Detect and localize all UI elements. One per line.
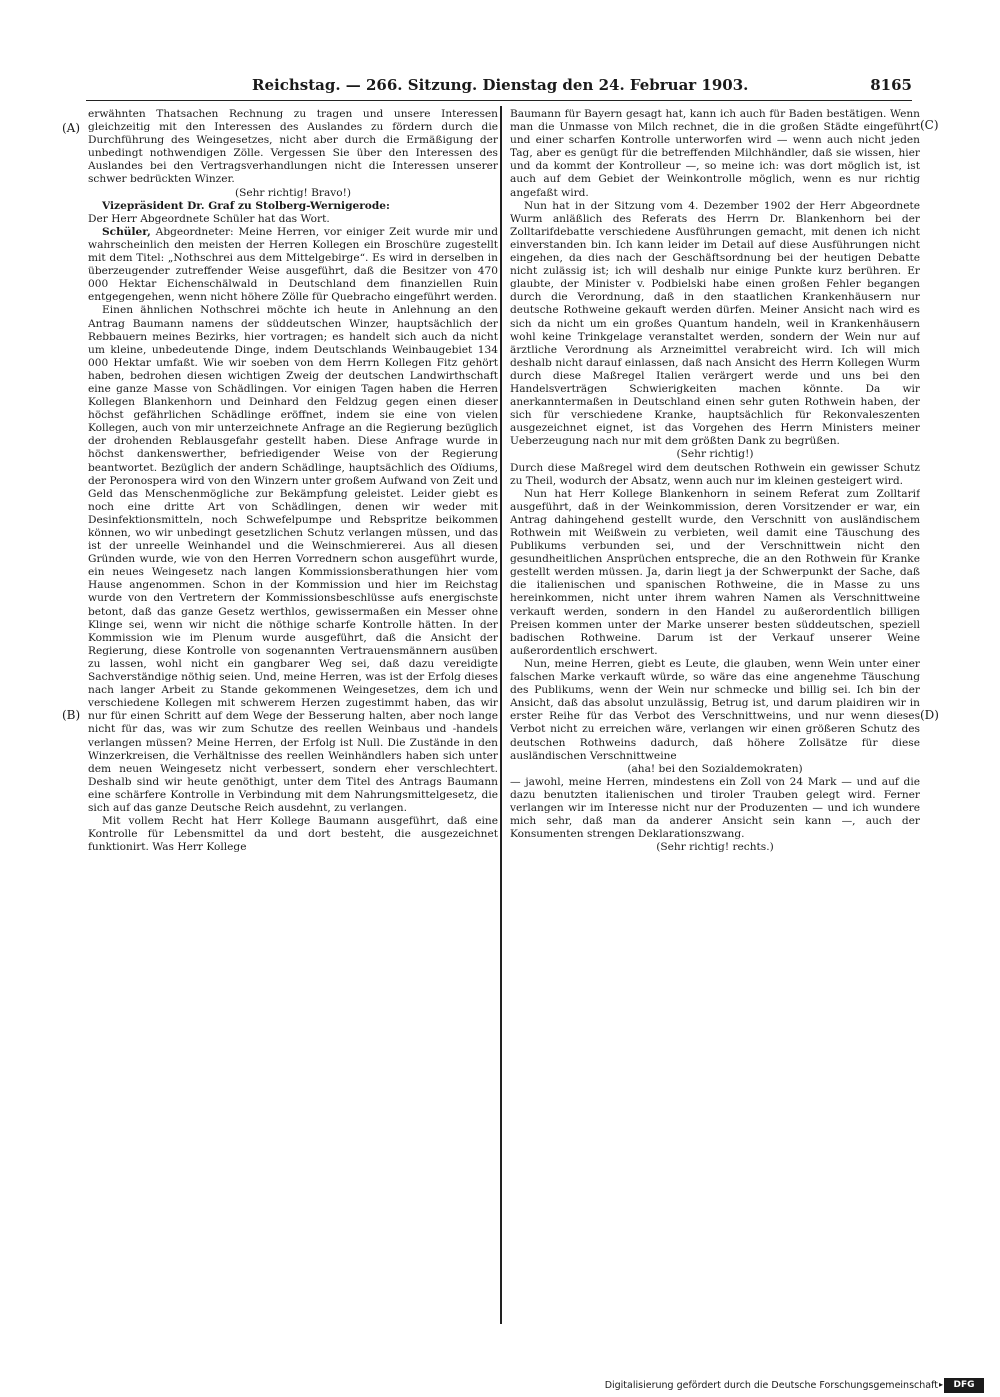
header-title: Reichstag. — 266. Sitzung. Dienstag den 24. Februar 1903.	[252, 76, 749, 94]
chevron-right-icon: ▸	[938, 1380, 943, 1389]
left-column	[88, 108, 498, 1320]
paragraph: Einen ähnlichen Nothschrei möchte ich heute in Anlehnung an den Antrag Baumann namens der süddeutschen Winzer, hauptsächlich der Rebbauern meines Bezirks, hier vortragen; es handelt sich auch da nicht um kleine, unbedeutende Dinge, indem Deutschlands Weinbaugebiet 134 000 Hektar umfaßt. Wie wir soeben von dem Herrn Kollegen Fitz gehört haben, bedrohen diesen wichtigen Zweig der deutschen Landwirthschaft eine ganze Masse von Schädlingen. Vor einigen Tagen haben die Herren Kollegen Blankenhorn und Deinhard den Feldzug gegen einen dieser höchst gefährlichen Schädlinge eröffnet, indem sie eine von vielen Kollegen, auch von mir unterzeichnete Anfrage an die Regierung bezüglich der drohenden Reblausgefahr gestellt haben. Diese Anfrage wurde in höchst dankenswerther, befriedigender Weise von der Regierung beantwortet. Bezüglich der andern Schädlinge, hauptsächlich des Oïdiums, der Peronospera wird von den Winzern unter großem Aufwand von Zeit und Geld das Menschenmögliche zur Bekämpfung geleistet. Leider giebt es noch eine dritte Art von Schädlingen, denen wir weder mit Desinfektionsmitteln, noch Schwefelpumpe und Rebspritze beikommen können, wo wir unbedingt gesetzlichen Schutz verlangen müssen, und das ist der unreelle Weinhandel und die Weinschmiererei. Aus all diesen Gründen wurde, wie von den Herren Vorrednern schon ausgeführt wurde, ein neues Weingesetz nach langen Kommissionsberathungen hier vom Hause angenommen. Schon in der Kommission und hier im Reichstag wurde von den Vertretern der Kommissionsbeschlüsse aufs energischste betont, daß das ganze Gesetz werthlos, gewissermaßen ein Messer ohne Klinge sei, wenn wir nicht die nöthige scharfe Kontrolle hätten. In der Kommission wie im Plenum wurde ausgeführt, daß die Ansicht der Regierung, diese Kontrolle von sogenannten Vertrauensmännern ausüben zu lassen, wohl nicht ein gangbarer Weg sei, daß dazu vereidigte Sachverständige nöthig seien. Und, meine Herren, was ist der Erfolg dieses nach langer Arbeit zu Stande gekommenen Weingesetzes, dem ich und verschiedene Kollegen mit schwerem Herzen zugestimmt haben, das wir nur für einen Schritt auf dem Wege der Besserung halten, aber noch lange nicht für das, was wir zum Schutze des reellen Weinbaus und -handels verlangen müssen? Meine Herren, der Erfolg ist Null. Die Zustände in den Winzerkreisen, die Verhältnisse des reellen Weinhändlers haben sich unter dem neuen Weingesetz nicht verbessert, sondern eher verschlechtert. Deshalb sind wir heute genöthigt, unter dem Titel des Antrags Baumann eine schärfere Kontrolle in Verbindung mit dem Nahrungsmittelgesetz, die sich auf das ganze Deutsche Reich ausdehnt, zu verlangen.	[88, 304, 498, 814]
paragraph: Der Herr Abgeordnete Schüler hat das Wort.	[88, 212, 330, 225]
paragraph: Nun, meine Herren, giebt es Leute, die glauben, wenn Wein unter einer falschen Marke verkauft würde, so wäre das eine angenehme Täuschung des Publikums, wenn der Wein nur schmecke und billig sei. Ich bin der Ansicht, daß das absolut unzulässig, Betrug ist, und darum plaidiren wir in erster Reihe für das Verbot des Verschnittweins, und nur wenn dieses Verbot nicht zu erreichen wäre, verlangen wir einen größeren Schutz des deutschen Rothweins dadurch, daß höhere Zollsätze für diese ausländischen Verschnittweine	[510, 657, 920, 762]
footer	[604, 1380, 990, 1394]
margin-marker-b: (B)	[62, 708, 81, 722]
paragraph: — jawohl, meine Herren, mindestens ein Zoll von 24 Mark — und auf die dazu benutzten italienischen und tiroler Trauben gelegt wird. Ferner verlangen wir im Interesse nicht nur der Produzenten — und ich wundere mich sehr, daß man da anderer Ansicht sein kann —, auch der Konsumenten strengen Deklarationszwang.	[510, 775, 920, 841]
margin-marker-d: (D)	[920, 708, 939, 722]
margin-marker-c: (C)	[920, 118, 939, 132]
interjection: (aha! bei den Sozialdemokraten)	[627, 762, 803, 775]
header-rule	[86, 100, 912, 101]
paragraph: Durch diese Maßregel wird dem deutschen Rothwein ein gewisser Schutz zu Theil, wodurch der Absatz, wenn auch nur im kleinen gesteigert wird.	[510, 461, 920, 487]
dfg-logo: DFG	[944, 1378, 984, 1393]
paragraph	[88, 226, 498, 305]
paragraph: Nun hat Herr Kollege Blankenhorn in seinem Referat zum Zolltarif ausgeführt, daß in der Weinkommission, deren Vorsitzender er war, ein Antrag dahingehend gestellt wurde, den Verschnitt von ausländischem Rothwein mit Weißwein zu verbieten, weil damit eine Täuschung des Publikums verbunden sei, und der Verschnittwein nicht den gesundheitlichen Ansprüchen entspreche, die an den Rothwein für Kranke gestellt werden müssen. Ja, darin liegt ja der Schwerpunkt der Sache, daß die italienischen und spanischen Rothweine, die in Masse zu uns hereinkommen, nicht unter ihrem wahren Namen als Verschnittweine verkauft werden, sondern in den Handel zu außerordentlich billigen Preisen kommen unter der Marke unserer besten süddeutschen, speziell badischen Rothweine. Darum ist der Verkauf unserer Weine außerordentlich erschwert.	[510, 487, 920, 657]
applause: (Sehr richtig!)	[676, 448, 754, 461]
paragraph: Nun hat in der Sitzung vom 4. Dezember 1902 der Herr Abgeordnete Wurm anläßlich des Referats des Herrn Dr. Blankenhorn bei der Zolltarifdebatte verschiedene Ausführungen gemacht, mit denen ich nicht einverstanden bin. Ich kann leider im Detail auf diese Ausführungen nicht eingehen, da dies nach der Geschäftsordnung bei der heutigen Debatte nicht zulässig ist; ich will deshalb nur einige Punkte kurz berühren. Er glaubte, der Minister v. Podbielski habe einen großen Fehler begangen durch die Verordnung, daß in den staatlichen Krankenhäusern nur deutsche Rothweine gekauft werden dürfen. Meiner Ansicht nach wird es sich da nicht um ein großes Quantum handeln, weil in Krankenhäusern wohl keine Trinkgelage veranstaltet werden, sondern der Wein nur auf ärztliche Verordnung als Arzneimittel verabreicht wird. Ich will mich deshalb nicht darauf einlassen, daß nach Ansicht des Herrn Kollegen Wurm durch diese Maßregel Italien verärgert werde und uns bei den Handelsverträgen Schwierigkeiten machen könnte. Da wir anerkanntermaßen in Deutschland einen sehr guten Rothwein haben, der sich für verschiedene Kranke, hauptsächlich für Rekonvaleszenten ausgezeichnet eignet, ist das Vorgehen des Herrn Ministers meiner Ueberzeugung nach nur mit dem größten Dank zu begrüßen.	[510, 199, 920, 448]
margin-marker-a: (A)	[62, 121, 81, 135]
speaker-name: Schüler,	[102, 225, 151, 238]
speech-text: Abgeordneter: Meine Herren, vor einiger Zeit wurde mir und wahrscheinlich den meisten der Herren Kollegen ein Broschüre zugestellt mit dem Titel: „Nothschrei aus dem Mittelgebirge“. Es wird in derselben in überzeugender zutreffender Weise ausgeführt, daß die Besitzer von 470 000 Hektar Eichenschälwald in Deutschland dem finanziellen Ruin entgegengehen, wenn nicht höhere Zölle für Quebracho eingeführt werden.	[88, 225, 498, 304]
paragraph: Baumann für Bayern gesagt hat, kann ich auch für Baden bestätigen. Wenn man die Unmasse von Milch rechnet, die in die großen Städte eingeführt und einer scharfen Kontrolle unterworfen wird — wenn auch nicht jeden Tag, aber es genügt für die betreffenden Milchhändler, daß sie wissen, hier und da kommt der Kontrolleur —, so meine ich: was dort möglich ist, ist auch auf dem Gebiet der Weinkontrolle möglich, wenn es nur richtig angefaßt wird.	[510, 108, 920, 199]
footer-credit: Digitalisierung gefördert durch die Deutsche Forschungsgemeinschaft	[604, 1380, 938, 1391]
applause: (Sehr richtig! rechts.)	[656, 841, 774, 854]
column-divider	[500, 106, 502, 1324]
page-number: 8165	[870, 76, 912, 94]
paragraph: Mit vollem Recht hat Herr Kollege Baumann ausgeführt, daß eine Kontrolle für Lebensmittel da und dort besteht, die ausgezeichnet funktionirt. Was Herr Kollege	[88, 815, 498, 854]
running-header	[252, 76, 912, 98]
right-column	[510, 108, 920, 1320]
paragraph	[88, 200, 498, 213]
paragraph: erwähnten Thatsachen Rechnung zu tragen und unsere Interessen gleichzeitig mit den Interessen des Auslandes zu fördern durch die Durchführung des Weingesetzes, nicht aber durch die Ermäßigung der unbedingt nothwendigen Zölle. Vergessen Sie über den Interessen des Auslandes bei den Vertragsverhandlungen nicht die Interessen unserer schwer bedrückten Winzer.	[88, 108, 498, 186]
applause: (Sehr richtig! Bravo!)	[234, 186, 352, 199]
speaker-name: Vizepräsident Dr. Graf zu Stolberg-Wernigerode:	[102, 199, 390, 212]
